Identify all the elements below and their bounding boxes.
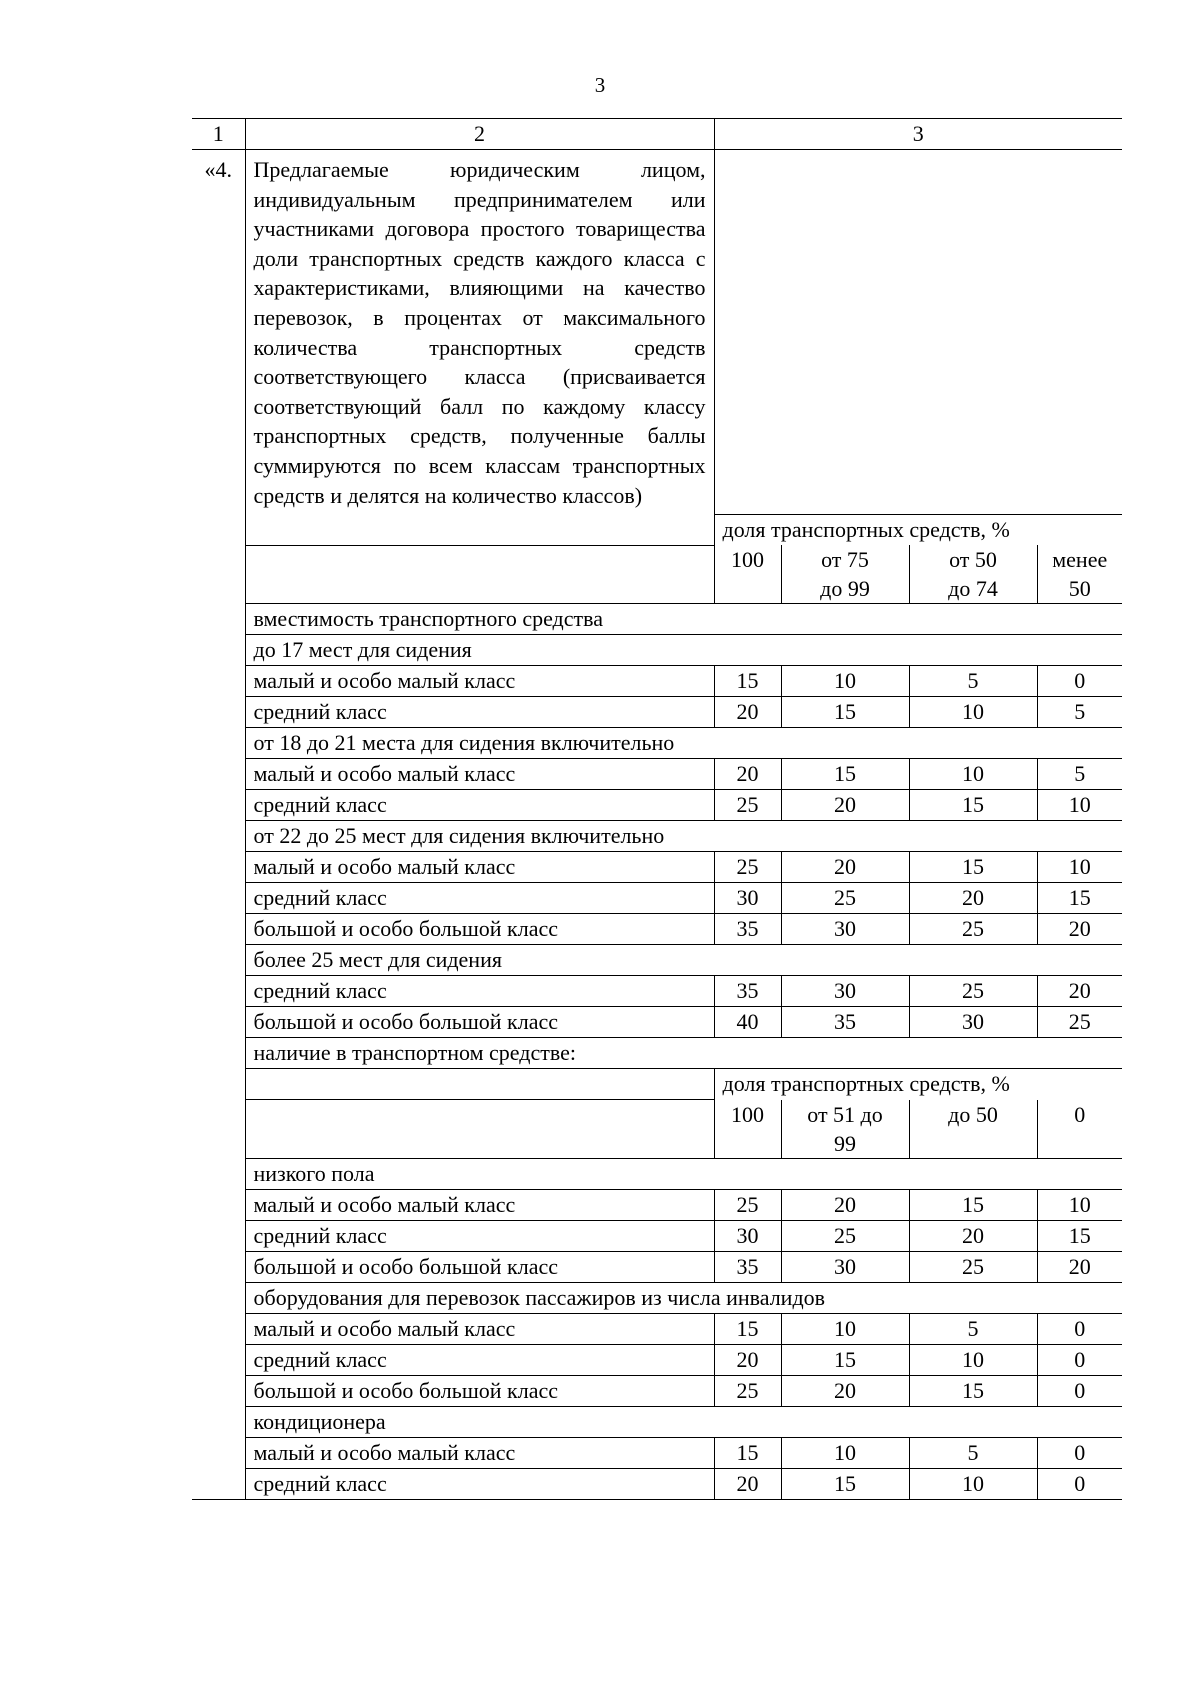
score-value: 5	[909, 1313, 1037, 1344]
score-value: 10	[909, 697, 1037, 728]
number-column-cell	[192, 697, 245, 728]
class-label: средний класс	[245, 697, 714, 728]
number-column-cell	[192, 1220, 245, 1251]
score-value: 20	[714, 697, 781, 728]
score-value: 5	[1037, 759, 1122, 790]
number-column-cell	[192, 1158, 245, 1189]
number-column-cell	[192, 1038, 245, 1069]
score-value: 25	[714, 1375, 781, 1406]
column-3-header: 3	[714, 119, 1122, 150]
item-row	[192, 150, 1122, 515]
score-value: 10	[909, 1344, 1037, 1375]
number-column-cell	[192, 1406, 245, 1437]
bands-spacer	[245, 545, 714, 604]
page-number: 3	[594, 73, 606, 97]
score-value: 0	[1037, 1313, 1122, 1344]
share-label: доля транспортных средств, %	[722, 1071, 1010, 1097]
score-value: 15	[1037, 883, 1122, 914]
score-value: 15	[909, 1375, 1037, 1406]
table-row	[192, 1251, 1122, 1282]
class-label: малый и особо малый класс	[245, 1313, 714, 1344]
class-label: средний класс	[245, 1220, 714, 1251]
section-title: наличие в транспортном средстве:	[245, 1038, 1122, 1069]
class-label: малый и особо малый класс	[245, 1437, 714, 1468]
table-row	[192, 759, 1122, 790]
score-value: 25	[909, 914, 1037, 945]
table-row	[192, 790, 1122, 821]
score-value: 35	[714, 914, 781, 945]
score-value: 20	[781, 1375, 909, 1406]
group-title-row	[192, 821, 1122, 852]
score-value: 15	[909, 790, 1037, 821]
score-value: 25	[1037, 1007, 1122, 1038]
score-value: 30	[781, 1251, 909, 1282]
table-row	[192, 1189, 1122, 1220]
criteria-table	[192, 118, 1122, 1500]
score-value: 15	[781, 697, 909, 728]
number-column-cell	[192, 1251, 245, 1282]
score-value: 15	[714, 1437, 781, 1468]
table-row	[192, 1007, 1122, 1038]
share-label-row	[192, 1069, 1122, 1100]
number-column-cell	[192, 635, 245, 666]
table-row	[192, 1220, 1122, 1251]
share-label-spacer	[245, 514, 714, 545]
share-band-3: до 50	[909, 1100, 1037, 1159]
number-column-cell	[192, 545, 245, 604]
share-band-4: 0	[1037, 1100, 1122, 1159]
class-label: малый и особо малый класс	[245, 852, 714, 883]
column-2-header: 2	[245, 119, 714, 150]
group-title: более 25 мест для сидения	[245, 945, 1122, 976]
number-column-cell	[192, 759, 245, 790]
score-value: 10	[1037, 1189, 1122, 1220]
score-value: 0	[1037, 1344, 1122, 1375]
table-row	[192, 1313, 1122, 1344]
score-value: 30	[781, 914, 909, 945]
class-label: малый и особо малый класс	[245, 1189, 714, 1220]
group-title-row	[192, 1158, 1122, 1189]
score-value: 5	[909, 1437, 1037, 1468]
number-column-cell	[192, 1100, 245, 1159]
class-label: средний класс	[245, 976, 714, 1007]
table-row	[192, 666, 1122, 697]
score-value: 15	[909, 1189, 1037, 1220]
score-value: 0	[1037, 1437, 1122, 1468]
score-value: 5	[1037, 697, 1122, 728]
score-value: 25	[714, 1189, 781, 1220]
section-title-row	[192, 604, 1122, 635]
column-1-header: 1	[192, 119, 245, 150]
score-value: 10	[909, 759, 1037, 790]
score-value: 15	[1037, 1220, 1122, 1251]
score-value: 10	[781, 1313, 909, 1344]
share-label-row	[192, 514, 1122, 545]
score-value: 35	[714, 976, 781, 1007]
number-column-cell	[192, 852, 245, 883]
number-column-cell	[192, 1313, 245, 1344]
score-value: 10	[781, 666, 909, 697]
share-band-3: от 50 до 74	[909, 545, 1037, 604]
number-column-cell	[192, 1007, 245, 1038]
table-row	[192, 852, 1122, 883]
number-column-cell	[192, 945, 245, 976]
score-value: 0	[1037, 1468, 1122, 1499]
table-row	[192, 976, 1122, 1007]
score-value: 0	[1037, 666, 1122, 697]
score-value: 5	[909, 666, 1037, 697]
section-title-row	[192, 1038, 1122, 1069]
score-value: 20	[1037, 976, 1122, 1007]
criteria-table-body	[192, 119, 1122, 1500]
table-row	[192, 914, 1122, 945]
class-label: средний класс	[245, 1344, 714, 1375]
score-value: 30	[781, 976, 909, 1007]
class-label: малый и особо малый класс	[245, 666, 714, 697]
group-title-row	[192, 1406, 1122, 1437]
class-label: малый и особо малый класс	[245, 759, 714, 790]
class-label: средний класс	[245, 790, 714, 821]
item-description: Предлагаемые юридическим лицом, индивидуальным предпринимателем или участниками договора простого товарищества доли транспортных средств каждого класса с характеристиками, влияющими на качество перевозок, в процентах от максимального количества транспортных средств соответствующего класса (присваивается соответствующий балл по каждому классу транспортных средств, полученные баллы суммируются по всем классам транспортных средств и делятся на количество классов)	[245, 150, 714, 515]
number-column-cell	[192, 1282, 245, 1313]
group-title: до 17 мест для сидения	[245, 635, 1122, 666]
number-column-cell	[192, 728, 245, 759]
score-value: 10	[1037, 790, 1122, 821]
score-value: 40	[714, 1007, 781, 1038]
score-value: 0	[1037, 1375, 1122, 1406]
group-title-row	[192, 728, 1122, 759]
class-label: средний класс	[245, 1468, 714, 1499]
table-row	[192, 1344, 1122, 1375]
class-label: большой и особо большой класс	[245, 1375, 714, 1406]
group-title: от 22 до 25 мест для сидения включительно	[245, 821, 1122, 852]
share-bands-row	[192, 1100, 1122, 1159]
class-label: большой и особо большой класс	[245, 914, 714, 945]
score-value: 35	[714, 1251, 781, 1282]
score-value: 10	[909, 1468, 1037, 1499]
score-value: 30	[714, 1220, 781, 1251]
table-row	[192, 883, 1122, 914]
score-value: 15	[714, 666, 781, 697]
number-column-cell	[192, 883, 245, 914]
score-value: 20	[909, 883, 1037, 914]
table-row	[192, 1375, 1122, 1406]
score-value: 20	[714, 1468, 781, 1499]
group-title: от 18 до 21 места для сидения включительно	[245, 728, 1122, 759]
score-value: 25	[909, 976, 1037, 1007]
score-value: 25	[781, 1220, 909, 1251]
number-column-cell	[192, 1437, 245, 1468]
group-title: низкого пола	[245, 1158, 1122, 1189]
score-value: 20	[781, 1189, 909, 1220]
score-value: 25	[781, 883, 909, 914]
share-band-2: от 75 до 99	[781, 545, 909, 604]
bands-spacer	[245, 1100, 714, 1159]
number-column-cell	[192, 1344, 245, 1375]
column-number-row	[192, 119, 1122, 150]
number-column-cell	[192, 790, 245, 821]
score-value: 15	[781, 1468, 909, 1499]
number-column-cell	[192, 1069, 245, 1100]
table-row	[192, 1437, 1122, 1468]
score-value: 30	[909, 1007, 1037, 1038]
share-band-2: от 51 до 99	[781, 1100, 909, 1159]
score-value: 25	[909, 1251, 1037, 1282]
group-title: оборудования для перевозок пассажиров из числа инвалидов	[245, 1282, 1122, 1313]
group-title-row	[192, 945, 1122, 976]
number-column-cell	[192, 666, 245, 697]
score-value: 15	[909, 852, 1037, 883]
group-title: кондиционера	[245, 1406, 1122, 1437]
class-label: большой и особо большой класс	[245, 1251, 714, 1282]
share-band-4: менее 50	[1037, 545, 1122, 604]
group-title-row	[192, 635, 1122, 666]
score-value: 10	[781, 1437, 909, 1468]
score-value: 20	[1037, 914, 1122, 945]
share-band-1: 100	[714, 1100, 781, 1159]
score-value: 15	[781, 1344, 909, 1375]
number-column-cell	[192, 514, 245, 545]
score-value: 20	[909, 1220, 1037, 1251]
score-value: 35	[781, 1007, 909, 1038]
share-label-spacer	[245, 1069, 714, 1100]
score-value: 20	[1037, 1251, 1122, 1282]
number-column-cell	[192, 604, 245, 635]
class-label: большой и особо большой класс	[245, 1007, 714, 1038]
group-title-row	[192, 1282, 1122, 1313]
section-title: вместимость транспортного средства	[245, 604, 1122, 635]
score-value: 15	[781, 759, 909, 790]
class-label: средний класс	[245, 883, 714, 914]
item-value-cell	[714, 150, 1122, 515]
score-value: 15	[714, 1313, 781, 1344]
score-value: 30	[714, 883, 781, 914]
score-value: 25	[714, 852, 781, 883]
score-value: 20	[714, 1344, 781, 1375]
share-band-1: 100	[714, 545, 781, 604]
score-value: 20	[781, 852, 909, 883]
number-column-cell	[192, 1468, 245, 1499]
table-row	[192, 697, 1122, 728]
number-column-cell	[192, 1375, 245, 1406]
number-column-cell	[192, 976, 245, 1007]
score-value: 25	[714, 790, 781, 821]
score-value: 20	[781, 790, 909, 821]
table-row	[192, 1468, 1122, 1499]
number-column-cell	[192, 914, 245, 945]
share-label: доля транспортных средств, %	[722, 516, 1010, 542]
share-bands-row	[192, 545, 1122, 604]
number-column-cell	[192, 1189, 245, 1220]
item-number: «4.	[192, 150, 245, 515]
score-value: 10	[1037, 852, 1122, 883]
number-column-cell	[192, 821, 245, 852]
score-value: 20	[714, 759, 781, 790]
